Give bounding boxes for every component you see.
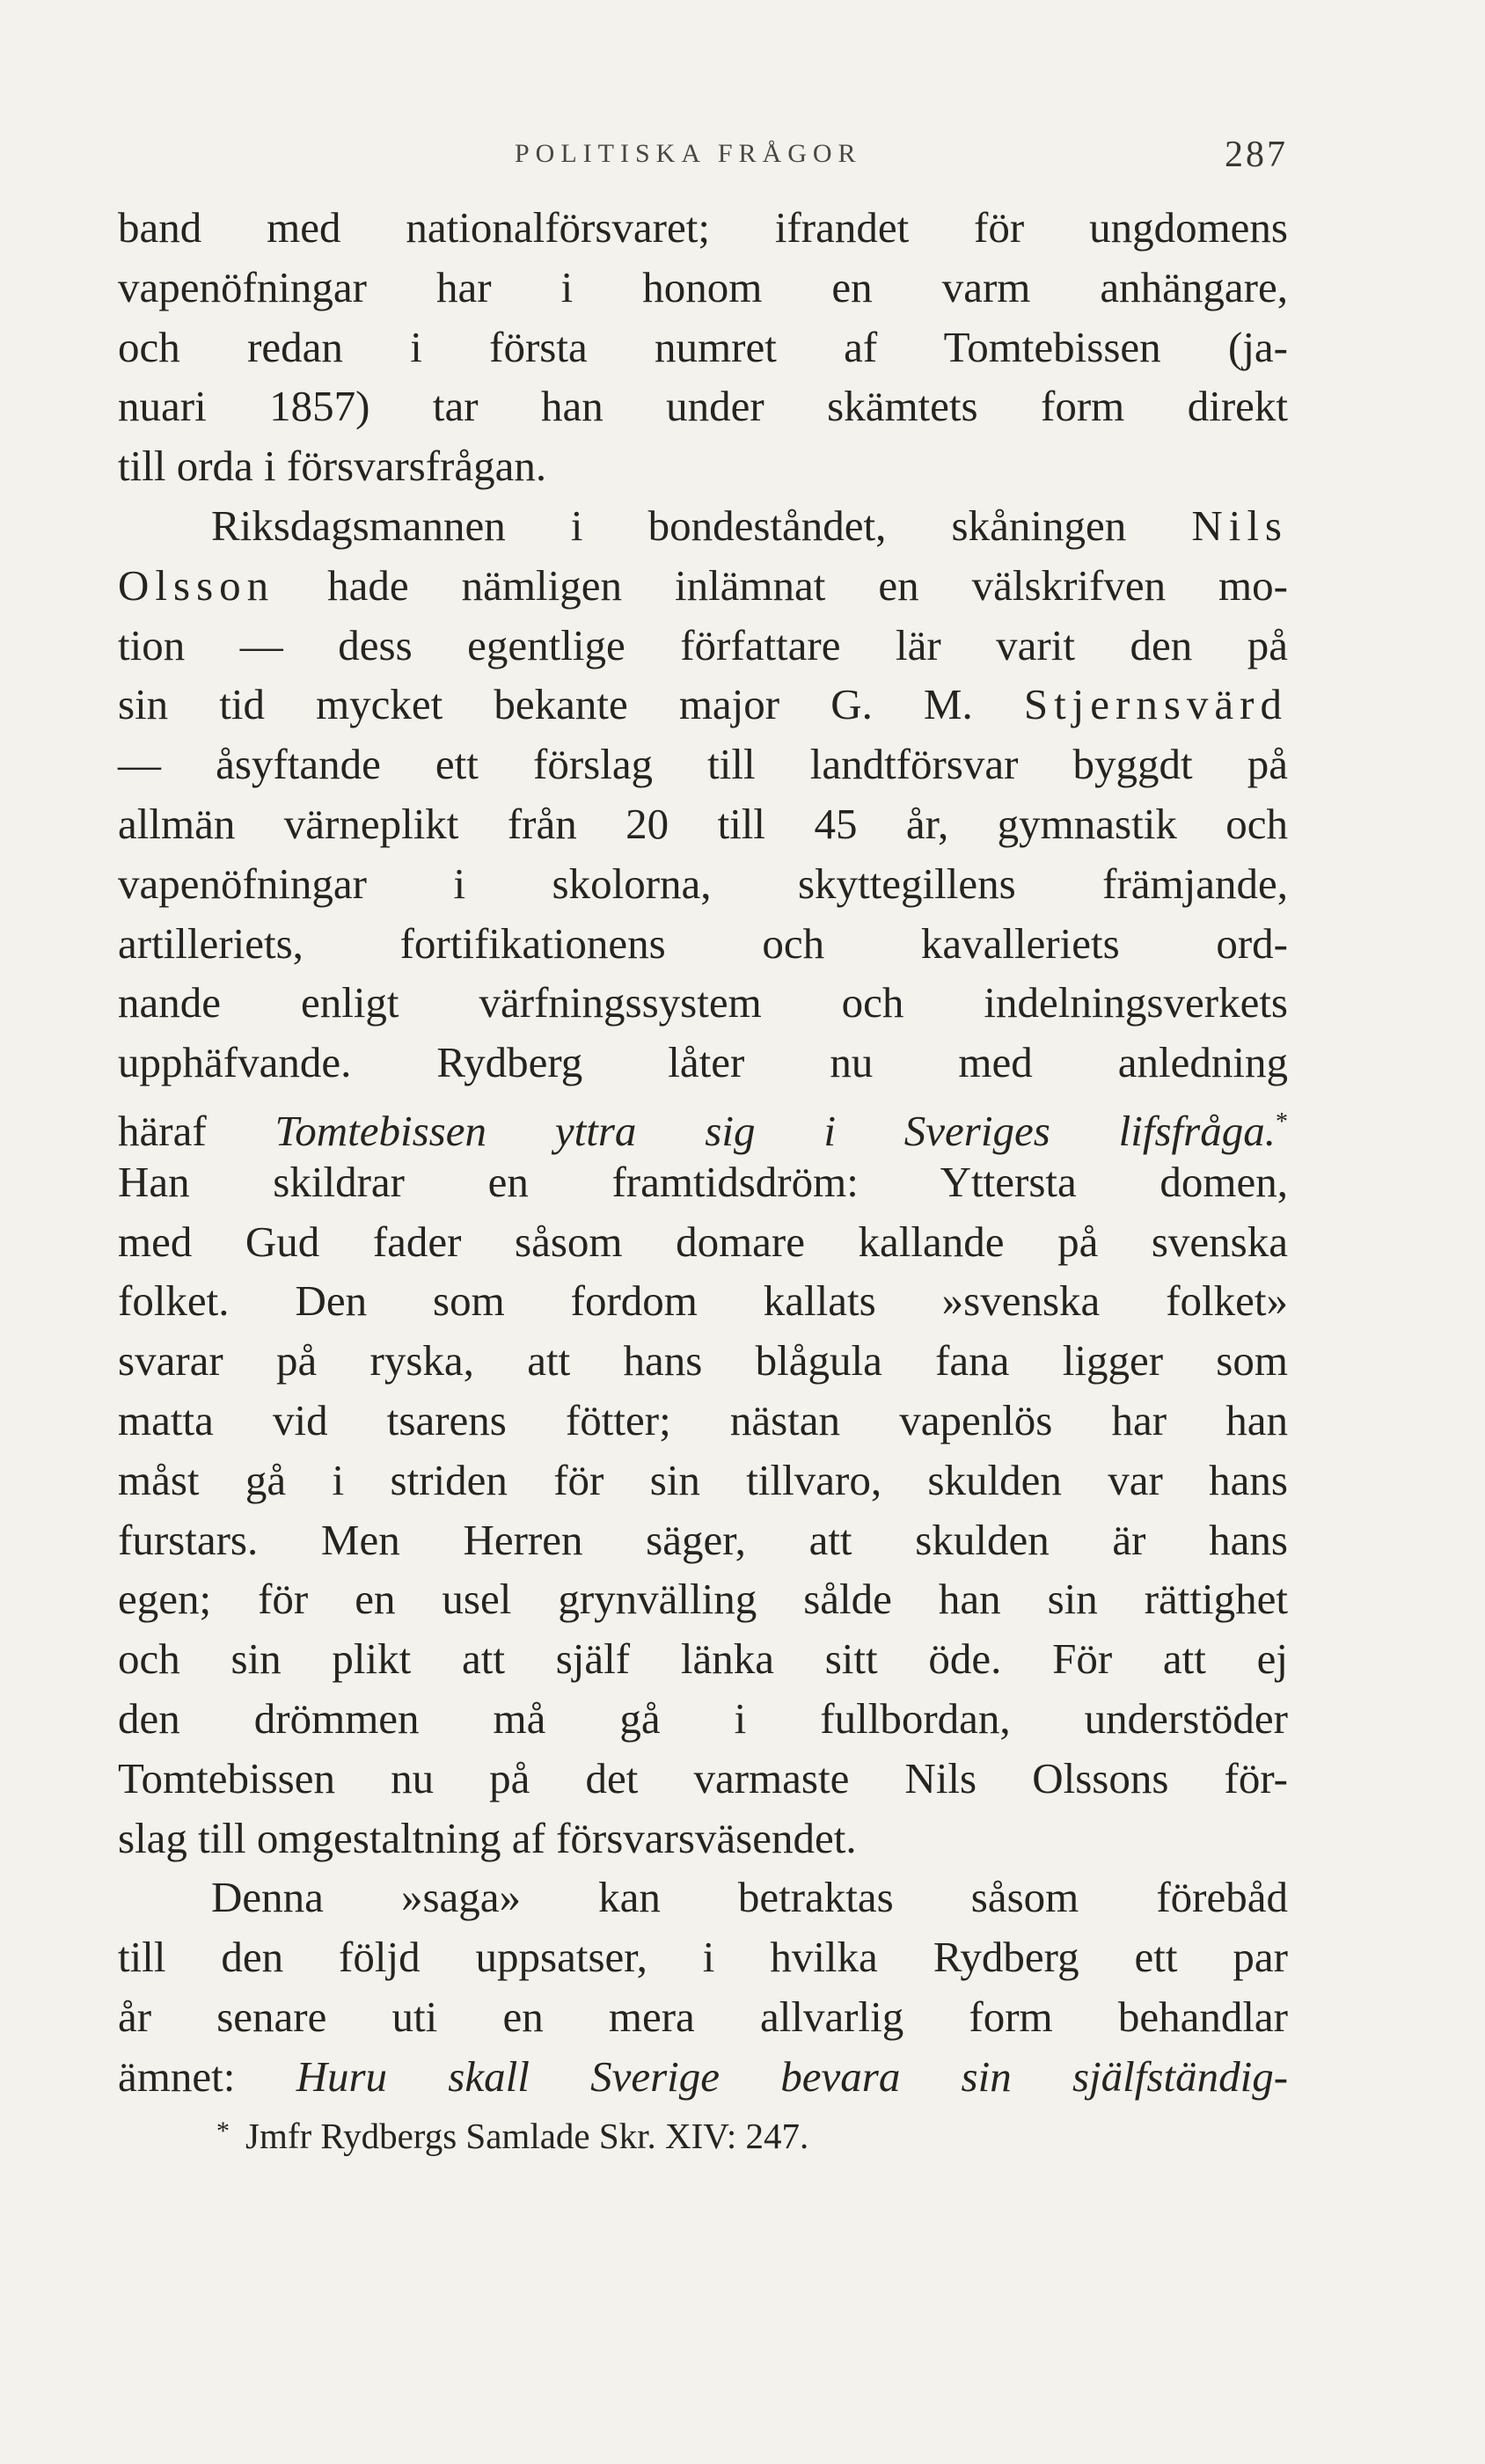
text-line: och redan i första numret af Tomtebissen (ja-	[118, 322, 1288, 371]
running-title: POLITISKA FRÅGOR	[515, 139, 862, 168]
text-line: egen; för en usel grynvälling sålde han sin rättighet	[118, 1575, 1288, 1624]
text-line: tion — dess egentlige författare lär varit den på	[118, 620, 1288, 669]
text-segment: häraf	[118, 1106, 275, 1155]
spaced-name: Nils	[1191, 501, 1288, 550]
footnote-reference: *	[1276, 1108, 1288, 1136]
text-line: vapenöfningar har i honom en varm anhängare,	[118, 262, 1288, 311]
text-line: artilleriets, fortifikationens och kavalleriets ord-	[118, 918, 1288, 968]
page-number: 287	[1225, 135, 1288, 175]
italic-title: Tomtebissen yttra sig i Sveriges lifsfråga.	[274, 1106, 1276, 1155]
text-line: till orda i försvarsfrågan.	[118, 442, 547, 491]
text-segment: hade nämligen inlämnat en välskrifven mo-	[274, 560, 1288, 610]
italic-title: Huru skall Sverige bevara sin själfständig-	[296, 2051, 1289, 2101]
text-line: matta vid tsarens fötter; nästan vapenlös har han	[118, 1395, 1288, 1444]
footnote-marker: *	[216, 2117, 230, 2146]
text-line: folket. Den som fordom kallats »svenska folket»	[118, 1276, 1288, 1326]
body-text	[118, 198, 1288, 2107]
text-line	[118, 1093, 1288, 1155]
text-line: nuari 1857) tar han under skämtets form direkt	[118, 382, 1288, 431]
text-line: måst gå i striden för sin tillvaro, skulden var hans	[118, 1455, 1288, 1504]
text-line: med Gud fader såsom domare kallande på svenska	[118, 1217, 1288, 1266]
text-segment: ämnet:	[118, 2051, 296, 2101]
text-line: nande enligt värfningssystem och indelningsverkets	[118, 978, 1288, 1027]
text-line: och sin plikt att själf länka sitt öde. För att ej	[118, 1634, 1288, 1684]
text-line: Han skildrar en framtidsdröm: Yttersta domen,	[118, 1157, 1288, 1206]
text-line: svarar på ryska, att hans blågula fana ligger som	[118, 1336, 1288, 1386]
text-line	[118, 556, 1288, 616]
text-line: band med nationalförsvaret; ifrandet för ungdomens	[118, 203, 1288, 252]
text-line: allmän värneplikt från 20 till 45 år, gymnastik och	[118, 799, 1288, 848]
spaced-name: Stjernsvärd	[1023, 680, 1288, 729]
text-line	[118, 2047, 1288, 2107]
text-line: vapenöfningar i skolorna, skyttegillens främjande,	[118, 859, 1288, 908]
footnote-text: Jmfr Rydbergs Samlade Skr. XIV: 247.	[245, 2116, 809, 2156]
footnote	[118, 2105, 1288, 2158]
text-line: slag till omgestaltning af försvarsväsendet.	[118, 1813, 857, 1862]
text-line: Tomtebissen nu på det varmaste Nils Olssons för-	[118, 1753, 1288, 1802]
text-line: furstars. Men Herren säger, att skulden är hans	[118, 1515, 1288, 1564]
footnote-line	[118, 2105, 1288, 2158]
text-segment: sin tid mycket bekante major G. M.	[118, 680, 1024, 729]
text-line	[118, 675, 1288, 735]
text-line: — åsyftande ett förslag till landtförsvar byggdt på	[118, 740, 1288, 789]
text-line: upphäfvande. Rydberg låter nu med anledning	[118, 1038, 1288, 1087]
text-line: Denna »saga» kan betraktas såsom förebåd	[211, 1873, 1288, 1922]
spaced-name: Olsson	[118, 560, 275, 610]
text-segment: Riksdagsmannen i bondeståndet, skåningen	[211, 501, 1192, 550]
text-line: den drömmen må gå i fullbordan, understöder	[118, 1693, 1288, 1743]
text-line: år senare uti en mera allvarlig form behandlar	[118, 1992, 1288, 2041]
text-line	[118, 496, 1288, 556]
text-line: till den följd uppsatser, i hvilka Rydberg ett par	[118, 1933, 1288, 1982]
